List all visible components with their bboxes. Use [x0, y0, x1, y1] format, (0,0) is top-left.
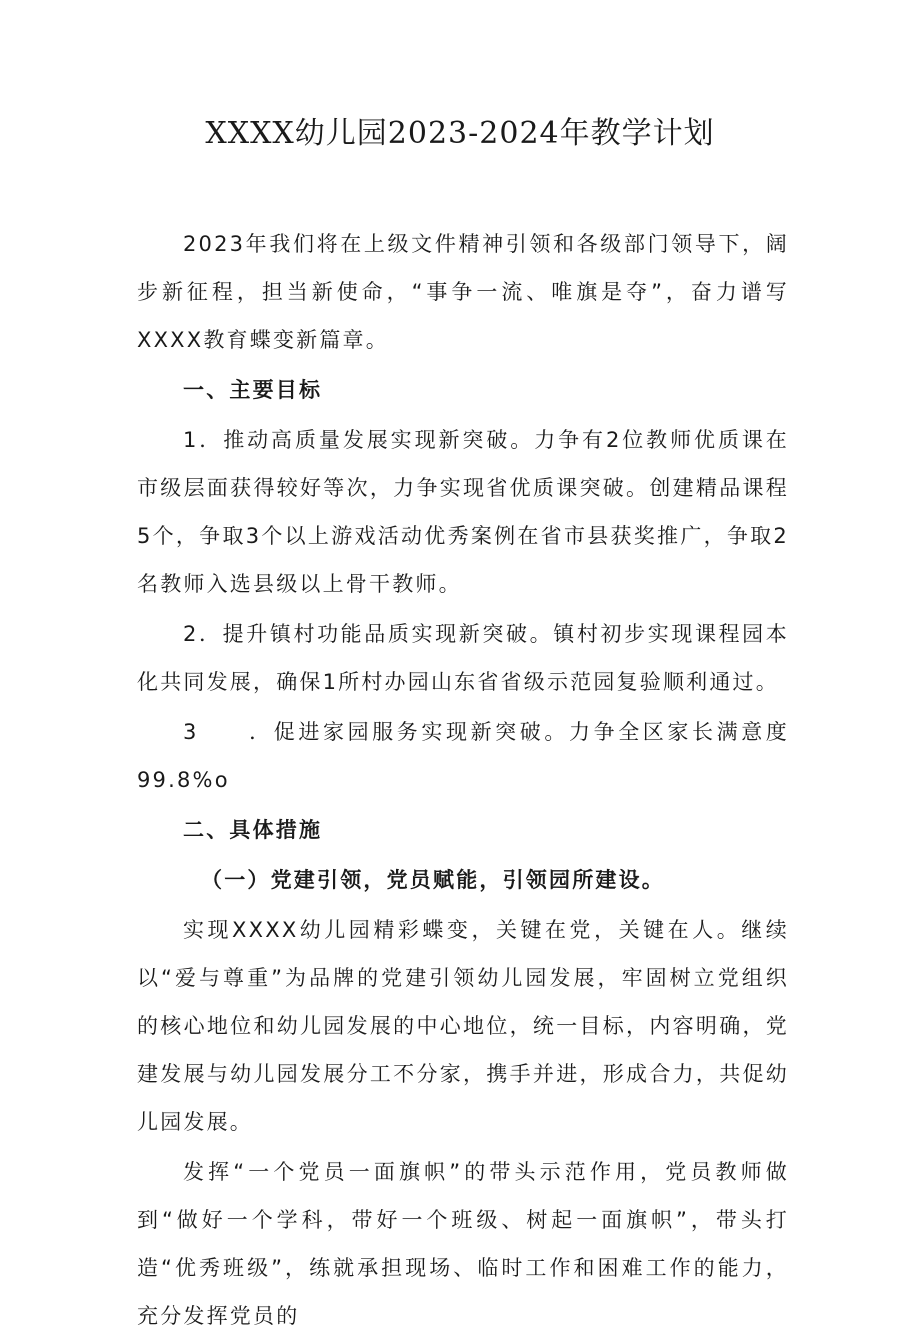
section-heading-measures: 二、具体措施 [183, 818, 323, 842]
measures-paragraph-2: 发挥“一个党员一面旗帜”的带头示范作用，党员教师做到“做好一个学科，带好一个班级、树起一面旗帜”，带头打造“优秀班级”，练就承担现场、临时工作和困难工作的能力，充分发挥党员的 [137, 1160, 789, 1328]
section-heading-goals: 一、主要目标 [183, 378, 323, 402]
goal-item-3: 3 ．促进家园服务实现新突破。力争全区家长满意度99.8%o [137, 720, 789, 792]
document-title: XXXX幼儿园2023-2024年教学计划 [205, 116, 715, 151]
measures-paragraph-1: 实现XXXX幼儿园精彩蝶变，关键在党，关键在人。继续以“爱与尊重”为品牌的党建引领幼儿园发展，牢固树立党组织的核心地位和幼儿园发展的中心地位，统一目标，内容明确，党建发展与幼儿园发展分工不分家，携手并进，形成合力，共促幼儿园发展。 [137, 918, 789, 1134]
intro-paragraph: 2023年我们将在上级文件精神引领和各级部门领导下，阔步新征程，担当新使命，“事争一流、唯旗是夺”，奋力谱写XXXX教育蝶变新篇章。 [137, 232, 789, 352]
document-body [137, 220, 789, 1342]
goal-item-2: 2．提升镇村功能品质实现新突破。镇村初步实现课程园本化共同发展，确保1所村办园山东省省级示范园复验顺利通过。 [137, 622, 789, 694]
goal-item-1: 1．推动高质量发展实现新突破。力争有2位教师优质课在市级层面获得较好等次，力争实现省优质课突破。创建精品课程5个，争取3个以上游戏活动优秀案例在省市县获奖推广，争取2名教师入选县级以上骨干教师。 [137, 428, 789, 596]
subsection-heading-party: （一）党建引领，党员赋能，引领园所建设。 [201, 868, 665, 892]
